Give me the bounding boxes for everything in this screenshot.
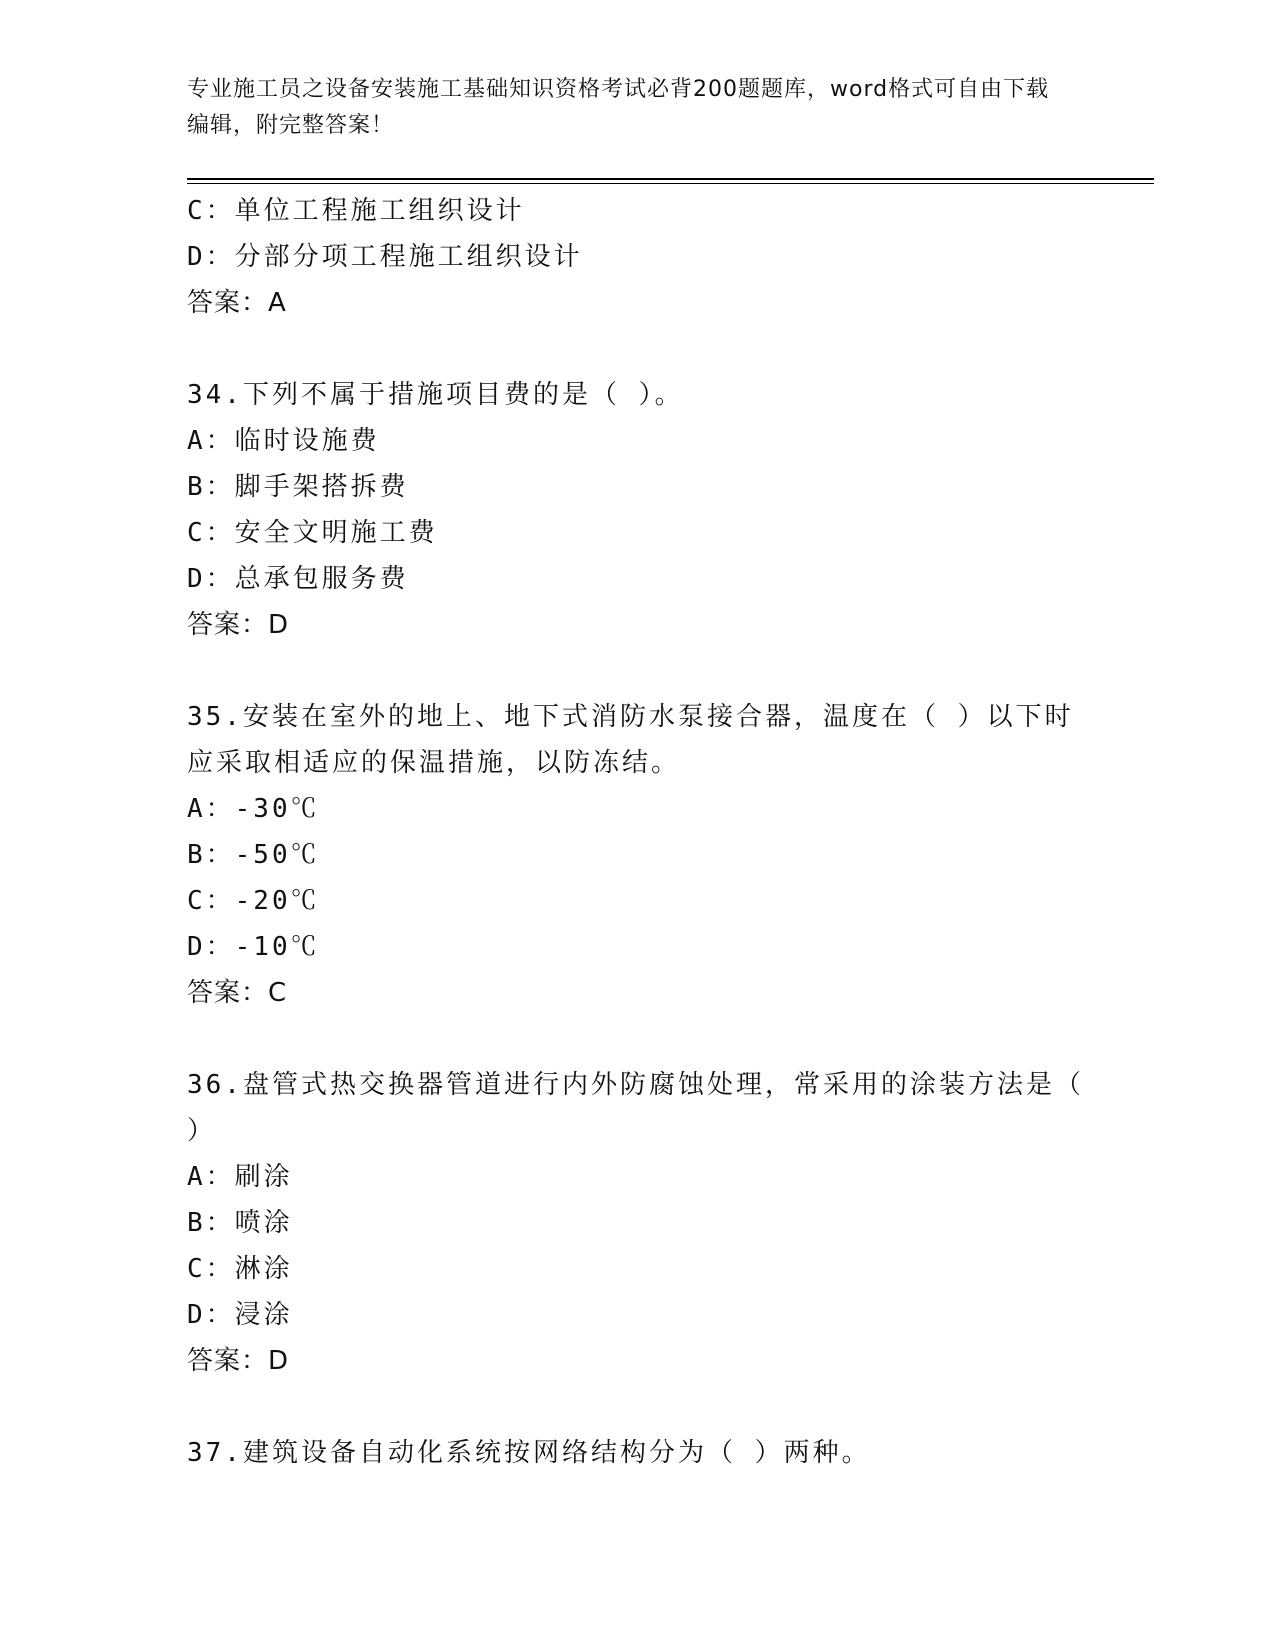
question-37 — [187, 1430, 1087, 1476]
option-a: A：临时设施费 — [187, 426, 380, 456]
option-a: A：刷涂 — [187, 1162, 293, 1192]
question-content — [187, 188, 1087, 1476]
spacer — [187, 648, 1087, 694]
question-35 — [187, 694, 1087, 1016]
option-b: B：脚手架搭拆费 — [187, 472, 409, 502]
answer-label: 答案：D — [187, 1346, 290, 1376]
header-rule-thick — [187, 178, 1154, 180]
option-c: C：单位工程施工组织设计 — [187, 196, 525, 226]
option-b: B：喷涂 — [187, 1208, 293, 1238]
header-rule-thin — [187, 183, 1154, 184]
answer-label: 答案：D — [187, 610, 290, 640]
answer-label: 答案：A — [187, 288, 287, 318]
question-stem: 35.安装在室外的地上、地下式消防水泵接合器，温度在（ ）以下时应采取相适应的保温措施，以防冻结。 — [187, 702, 1074, 778]
document-header: 专业施工员之设备安装施工基础知识资格考试必背200题题库，word格式可自由下载编辑，附完整答案！ — [187, 77, 1050, 138]
spacer — [187, 1016, 1087, 1062]
question-34 — [187, 372, 1087, 648]
option-d: D：浸涂 — [187, 1300, 293, 1330]
option-d: D：分部分项工程施工组织设计 — [187, 242, 583, 272]
option-c: C：安全文明施工费 — [187, 518, 438, 548]
option-d: D：-10℃ — [187, 932, 320, 962]
question-stem: 34.下列不属于措施项目费的是（ ）。 — [187, 380, 684, 410]
option-c: C：淋涂 — [187, 1254, 293, 1284]
option-d: D：总承包服务费 — [187, 564, 409, 594]
question-stem: 36.盘管式热交换器管道进行内外防腐蚀处理，常采用的涂装方法是（ ） — [187, 1070, 1084, 1146]
question-stem: 37.建筑设备自动化系统按网络结构分为（ ）两种。 — [187, 1438, 871, 1468]
option-c: C：-20℃ — [187, 886, 320, 916]
question-36 — [187, 1062, 1087, 1384]
option-a: A：-30℃ — [187, 794, 320, 824]
spacer — [187, 1384, 1087, 1430]
spacer — [187, 326, 1087, 372]
answer-label: 答案：C — [187, 978, 288, 1008]
option-b: B：-50℃ — [187, 840, 320, 870]
